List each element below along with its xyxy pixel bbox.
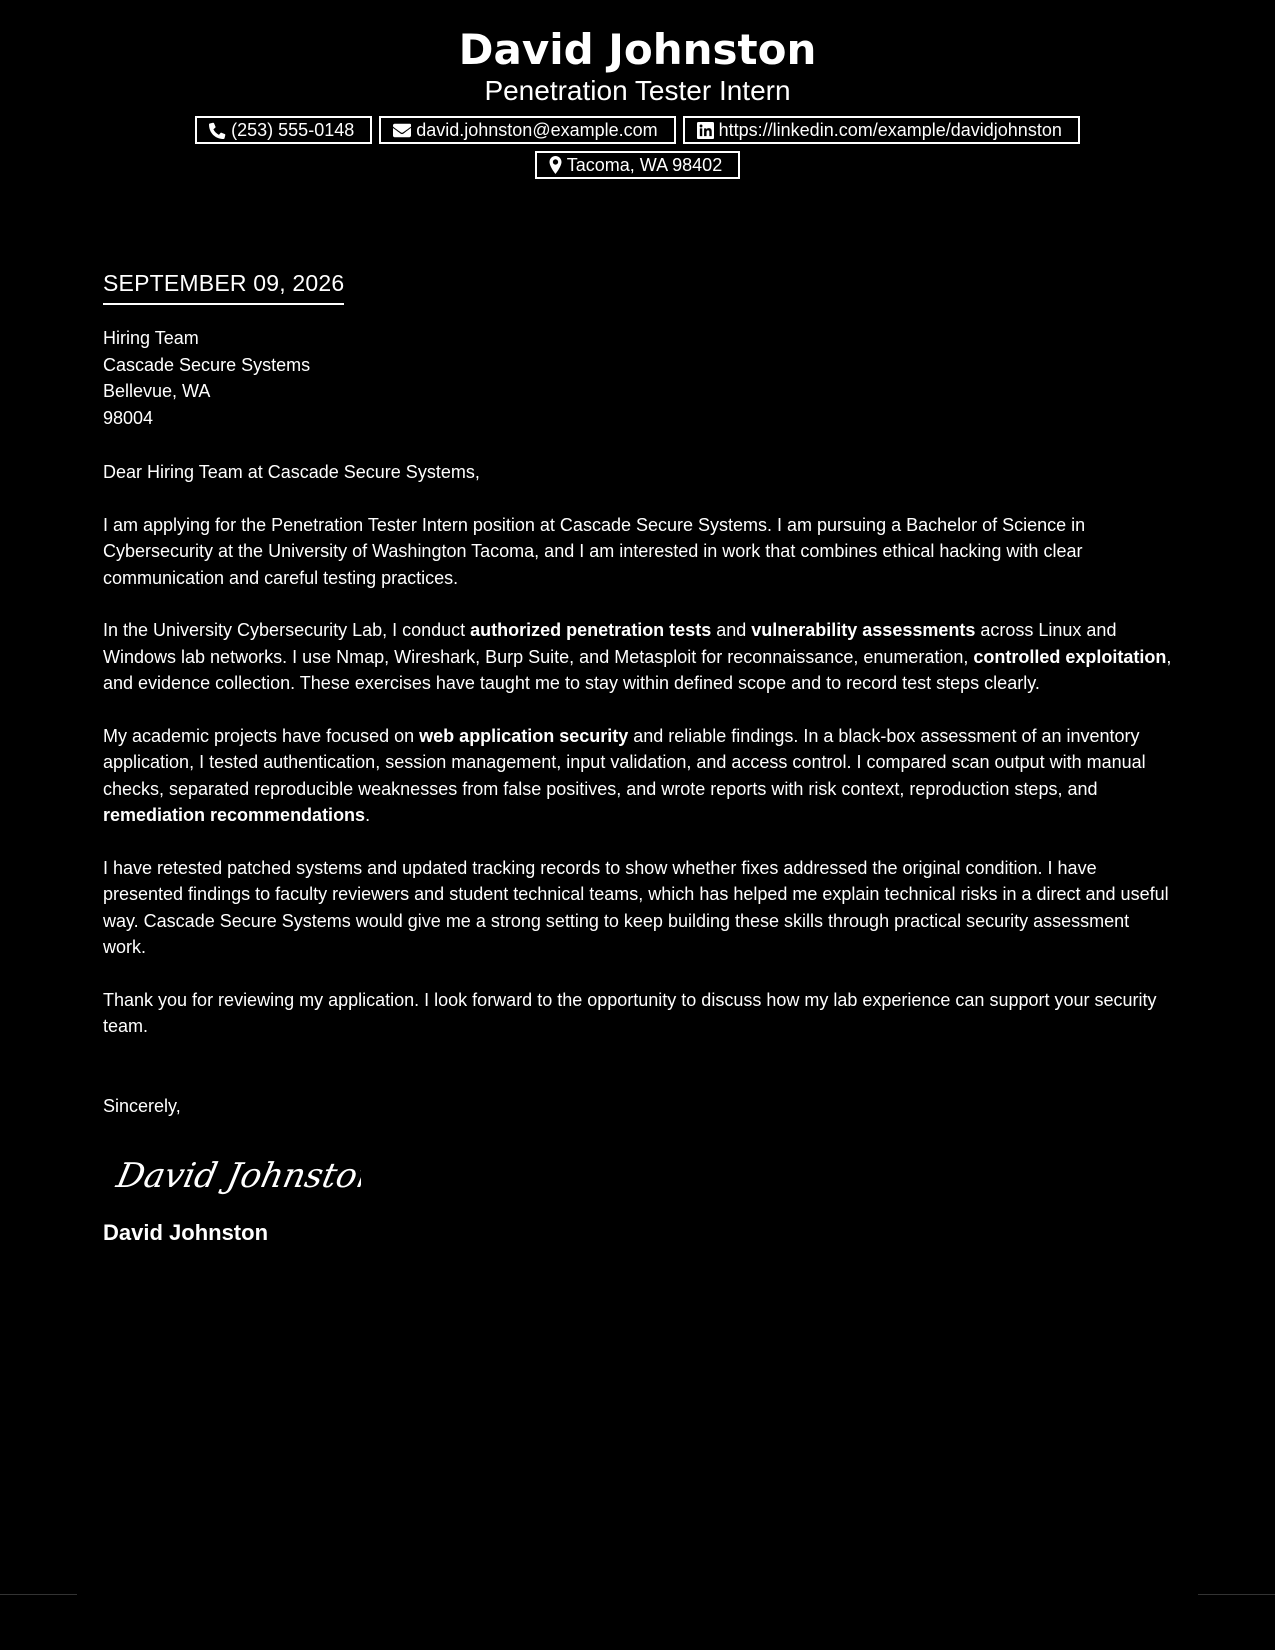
footer-rule-left [0, 1594, 77, 1595]
paragraph-3-text-2: and reliable findings. In a black-box assessment of an inventory application, I tested authentication, session management, input validation, and access control. I compared scan output with manual checks, separated reproducible weaknesses from false positives, and wrote reports with risk context, reproduction steps, and [103, 725, 1146, 799]
paragraph-3-text-3: . [365, 805, 371, 825]
paragraph-2-bold-1: authorized penetration tests [470, 620, 712, 640]
contact-row-2 [0, 151, 1275, 179]
location-contact [535, 151, 740, 179]
paragraph-1: I am applying for the Penetration Tester Intern position at Cascade Secure Systems. I am pursuing a Bachelor of Science in Cybersecurity at the University of Washington Tacoma, and I am interested in work that combines ethical hacking with clear communication and careful testing practices. [103, 514, 1086, 588]
paragraph-2-bold-3: controlled exploitation [973, 646, 1167, 667]
location-text: Tacoma, WA 98402 [566, 155, 723, 175]
paragraph-2-bold-2: vulnerability assessments [751, 620, 976, 640]
letter-date: SEPTEMBER 09, 2026 [103, 268, 344, 305]
linkedin-icon [697, 122, 714, 139]
job-title: Penetration Tester Intern [484, 75, 791, 106]
closing: Sincerely, [103, 1095, 181, 1116]
paragraph-3 [103, 723, 1173, 829]
footer-rule-right [1198, 1594, 1275, 1595]
paragraph-3-bold-1: web application security [419, 725, 629, 746]
paragraph-2-text-3: across Linux and Windows lab networks. I use Nmap, Wireshark, Burp Suite, and Metasploit for reconnaissance, enumeration, [103, 620, 1117, 667]
phone-contact [195, 116, 372, 144]
paragraph-3-bold-2: remediation recommendations [103, 805, 366, 825]
email-contact [379, 116, 675, 144]
recipient-line-4: 98004 [103, 407, 154, 428]
contact-info [0, 116, 1275, 179]
signature-image [111, 1143, 361, 1203]
recipient-line-2: Cascade Secure Systems [103, 354, 311, 375]
letter-body [103, 268, 1173, 1247]
paragraph-2 [103, 617, 1173, 697]
applicant-name: David Johnston [458, 25, 817, 74]
paragraph-3-text-1: My academic projects have focused on [103, 725, 420, 746]
email-address: david.johnston@example.com [416, 120, 658, 140]
paragraph-2-text-2: and [711, 620, 752, 640]
letter-header [0, 22, 1275, 179]
envelope-icon [393, 123, 411, 138]
handwritten-signature [111, 1143, 1173, 1203]
svg-text:David Johnston: David Johnston [113, 1156, 361, 1196]
linkedin-contact [683, 116, 1080, 144]
contact-row-1 [0, 116, 1275, 144]
recipient-address [103, 325, 1173, 431]
recipient-line-1: Hiring Team [103, 328, 199, 348]
map-marker-icon [549, 156, 562, 174]
recipient-line-3: Bellevue, WA [103, 381, 211, 401]
paragraph-2-text-4: , and evidence collection. These exercises have taught me to stay within defined scope and to record test steps clearly. [103, 646, 1172, 693]
signer-name: David Johnston [103, 1220, 269, 1245]
phone-icon [209, 122, 226, 139]
paragraph-2-text-1: In the University Cybersecurity Lab, I conduct [103, 620, 471, 640]
paragraph-5: Thank you for reviewing my application. I look forward to the opportunity to discuss how my lab experience can support your security team. [103, 989, 1157, 1036]
salutation: Dear Hiring Team at Cascade Secure Systems, [103, 462, 480, 482]
phone-number: (253) 555-0148 [231, 120, 355, 140]
linkedin-url: https://linkedin.com/example/davidjohnston [718, 120, 1062, 140]
paragraph-4: I have retested patched systems and updated tracking records to show whether fixes addressed the original condition. I have presented findings to faculty reviewers and student technical teams, which has helped me explain technical risks in a direct and useful way. Cascade Secure Systems would give me a strong setting to keep building these skills through practical security assessment work. [103, 857, 1169, 957]
